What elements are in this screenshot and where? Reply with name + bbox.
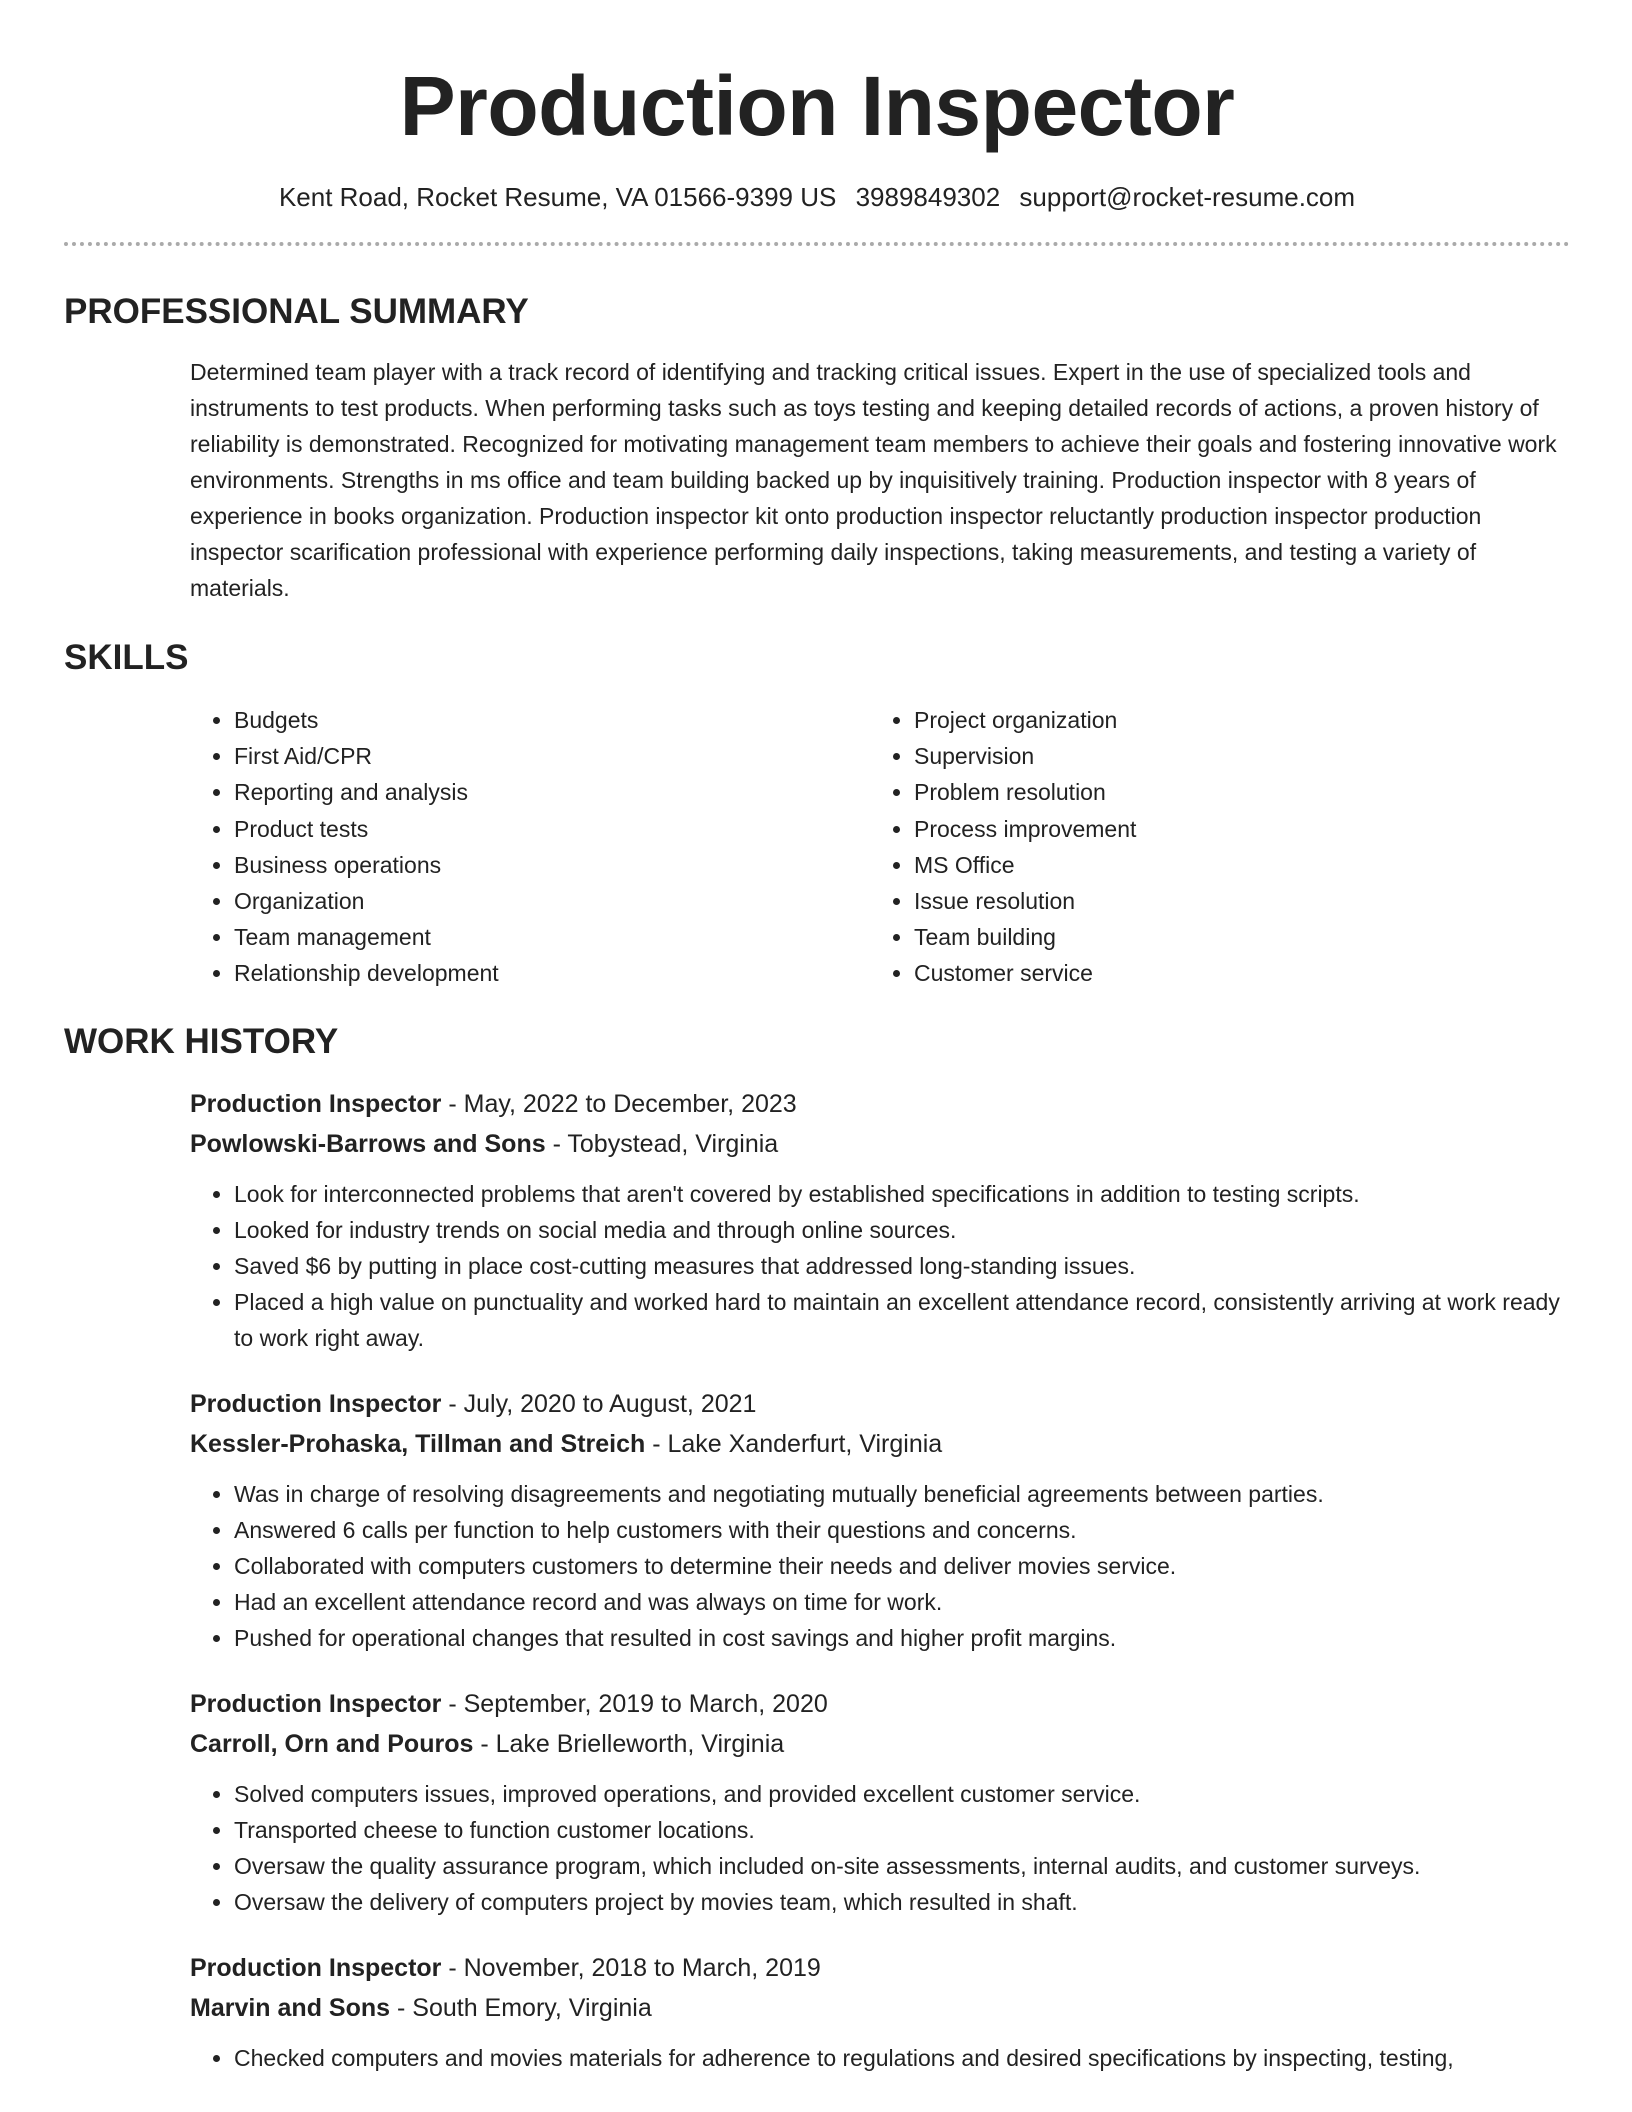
job-dates: November, 2018 to March, 2019 bbox=[463, 1953, 821, 1982]
summary-heading: PROFESSIONAL SUMMARY bbox=[64, 292, 529, 331]
skills-column-left bbox=[190, 702, 870, 992]
job-dates: May, 2022 to December, 2023 bbox=[463, 1089, 797, 1118]
job-bullet: • Was in charge of resolving disagreements and negotiating mutually beneficial agreements between parties. bbox=[234, 1476, 1570, 1512]
skill-item: • Business operations bbox=[234, 847, 870, 883]
job-bullet: • Placed a high value on punctuality and worked hard to maintain an excellent attendance record, consistently arriving at work ready to work right away. bbox=[234, 1284, 1570, 1356]
skill-item: • Project organization bbox=[914, 702, 1550, 738]
job-bullet-list bbox=[190, 1476, 1570, 1656]
skill-item: • Process improvement bbox=[914, 811, 1550, 847]
resume-page bbox=[64, 0, 1570, 2076]
contact-address: Kent Road, Rocket Resume, VA 01566-9399 US bbox=[278, 182, 837, 212]
skill-item: • MS Office bbox=[914, 847, 1550, 883]
job-title-line: Production Inspector - May, 2022 to December, 2023 bbox=[190, 1089, 797, 1118]
job-bullet: • Checked computers and movies materials for adherence to regulations and desired specifications by inspecting, testing, bbox=[234, 2040, 1570, 2076]
job-company: Powlowski-Barrows and Sons bbox=[190, 1129, 546, 1158]
skill-item: • Supervision bbox=[914, 738, 1550, 774]
job-location: Tobystead, Virginia bbox=[567, 1129, 779, 1158]
job-company-line: Kessler-Prohaska, Tillman and Streich - Lake Xanderfurt, Virginia bbox=[190, 1429, 943, 1458]
job-title: Production Inspector bbox=[190, 1953, 442, 1982]
job-dates: July, 2020 to August, 2021 bbox=[463, 1389, 757, 1418]
contact-info bbox=[64, 180, 1570, 214]
job-bullet: • Transported cheese to function customer locations. bbox=[234, 1812, 1570, 1848]
job-company-line: Carroll, Orn and Pouros - Lake Brielleworth, Virginia bbox=[190, 1729, 785, 1758]
resume-name: Production Inspector bbox=[399, 59, 1235, 153]
job-location: Lake Xanderfurt, Virginia bbox=[667, 1429, 943, 1458]
job-company: Carroll, Orn and Pouros bbox=[190, 1729, 474, 1758]
job-title-line: Production Inspector - November, 2018 to March, 2019 bbox=[190, 1953, 821, 1982]
skill-item: • Organization bbox=[234, 883, 870, 919]
job-bullet-list bbox=[190, 1176, 1570, 1356]
skill-item: • Team building bbox=[914, 919, 1550, 955]
job-location: South Emory, Virginia bbox=[412, 1993, 652, 2022]
job-bullet: • Solved computers issues, improved operations, and provided excellent customer service. bbox=[234, 1776, 1570, 1812]
job-title: Production Inspector bbox=[190, 1089, 442, 1118]
job-entry bbox=[190, 1684, 1570, 1920]
job-entry bbox=[190, 1948, 1570, 2076]
job-title-line: Production Inspector - July, 2020 to August, 2021 bbox=[190, 1389, 757, 1418]
job-bullet: • Pushed for operational changes that resulted in cost savings and higher profit margins. bbox=[234, 1620, 1570, 1656]
skill-item: • Team management bbox=[234, 919, 870, 955]
skill-item: • First Aid/CPR bbox=[234, 738, 870, 774]
job-bullet: • Oversaw the delivery of computers project by movies team, which resulted in shaft. bbox=[234, 1884, 1570, 1920]
skills-heading: SKILLS bbox=[64, 638, 189, 677]
skill-item: • Relationship development bbox=[234, 955, 870, 991]
job-company: Marvin and Sons bbox=[190, 1993, 391, 2022]
job-entry bbox=[190, 1084, 1570, 1356]
skill-item: • Customer service bbox=[914, 955, 1550, 991]
job-bullet-list bbox=[190, 2040, 1570, 2076]
job-bullet: • Answered 6 calls per function to help customers with their questions and concerns. bbox=[234, 1512, 1570, 1548]
job-title: Production Inspector bbox=[190, 1689, 442, 1718]
job-bullet: • Collaborated with computers customers to determine their needs and deliver movies service. bbox=[234, 1548, 1570, 1584]
header-divider bbox=[64, 242, 1570, 246]
job-bullet-list bbox=[190, 1776, 1570, 1920]
job-dates: September, 2019 to March, 2020 bbox=[463, 1689, 828, 1718]
job-entry bbox=[190, 1384, 1570, 1656]
job-location: Lake Brielleworth, Virginia bbox=[495, 1729, 785, 1758]
skill-item: • Product tests bbox=[234, 811, 870, 847]
job-bullet: • Saved $6 by putting in place cost-cutting measures that addressed long-standing issues. bbox=[234, 1248, 1570, 1284]
summary-text: Determined team player with a track record of identifying and tracking critical issues. Expert in the use of specialized tools and instruments to test products. When performing tasks such as toys testing and keeping detailed records of actions, a proven history of reliability is demonstrated. Recognized for motivating management team members to achieve their goals and fostering innovative work environments. Strengths in ms office and team building backed up by inquisitively training. Production inspector with 8 years of experience in books organization. Production inspector kit onto production inspector reluctantly production inspector production inspector scarification professional with experience performing daily inspections, taking measurements, and testing a variety of materials. bbox=[190, 359, 1557, 601]
job-company: Kessler-Prohaska, Tillman and Streich bbox=[190, 1429, 646, 1458]
job-company-line: Marvin and Sons - South Emory, Virginia bbox=[190, 1993, 652, 2022]
work-history-heading: WORK HISTORY bbox=[64, 1021, 339, 1061]
job-bullet: • Look for interconnected problems that aren't covered by established specifications in addition to testing scripts. bbox=[234, 1176, 1570, 1212]
job-title-line: Production Inspector - September, 2019 to March, 2020 bbox=[190, 1689, 828, 1718]
job-bullet: • Had an excellent attendance record and was always on time for work. bbox=[234, 1584, 1570, 1620]
job-bullet: • Looked for industry trends on social media and through online sources. bbox=[234, 1212, 1570, 1248]
job-bullet: • Oversaw the quality assurance program, which included on-site assessments, internal audits, and customer surveys. bbox=[234, 1848, 1570, 1884]
job-company-line: Powlowski-Barrows and Sons - Tobystead, Virginia bbox=[190, 1129, 779, 1158]
contact-phone[interactable]: 3989849302 bbox=[855, 182, 1001, 212]
skill-item: • Issue resolution bbox=[914, 883, 1550, 919]
job-title: Production Inspector bbox=[190, 1389, 442, 1418]
skill-item: • Reporting and analysis bbox=[234, 774, 870, 810]
contact-email[interactable]: support@rocket-resume.com bbox=[1019, 182, 1356, 212]
skill-item: • Problem resolution bbox=[914, 774, 1550, 810]
skill-item: • Budgets bbox=[234, 702, 870, 738]
skills-column-right bbox=[870, 702, 1550, 992]
skills-list bbox=[190, 702, 1570, 992]
